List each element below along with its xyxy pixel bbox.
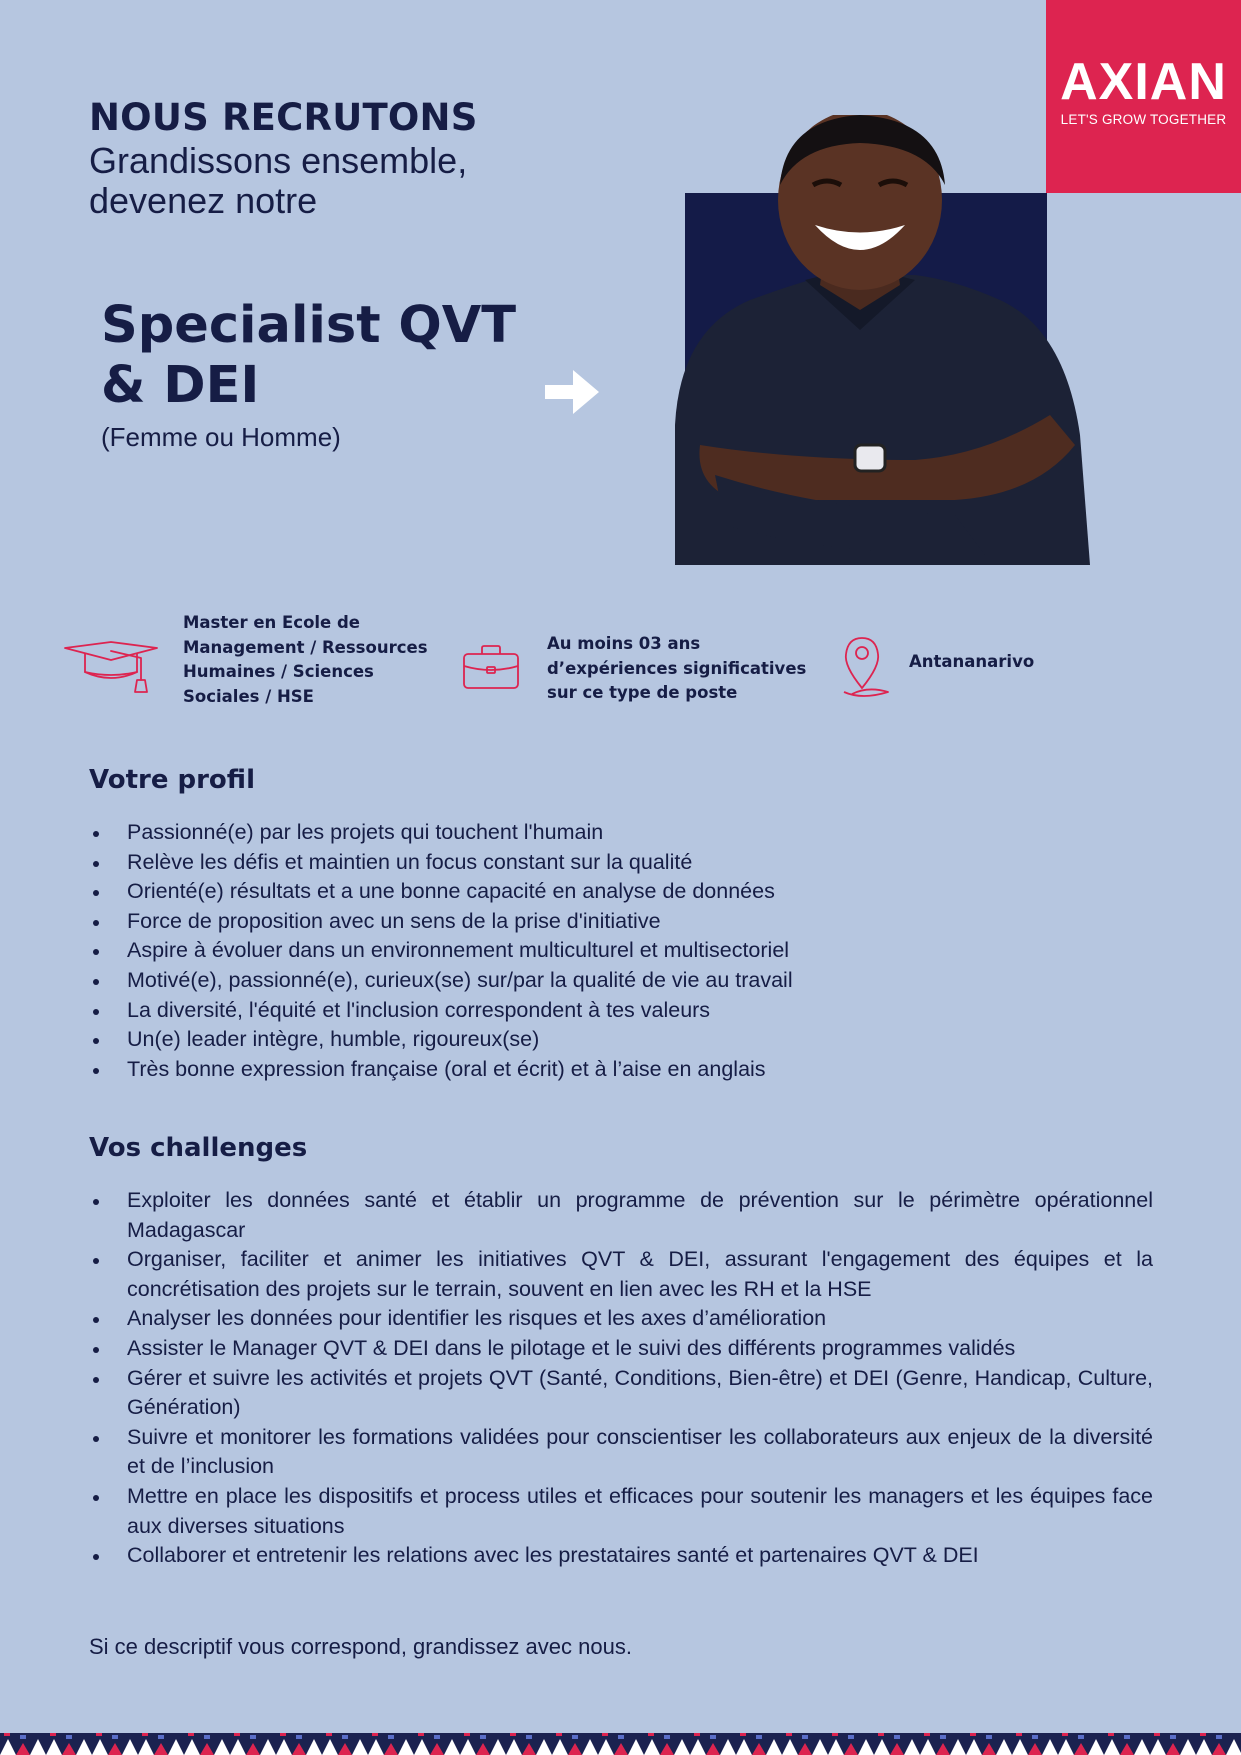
closing-statement: Si ce descriptif vous correspond, grandissez avec nous. [89, 1634, 632, 1659]
requirement-education [183, 611, 443, 709]
job-title-line: Specialist QVT [101, 296, 517, 355]
list-item: Suivre et monitorer les formations validées pour conscientiser les collaborateurs aux enjeux de la diversité et de l’inclusion [89, 1423, 1153, 1482]
list-item: Aspire à évoluer dans un environnement multiculturel et multisectoriel [89, 936, 1149, 966]
decorative-pattern-footer [0, 1733, 1241, 1755]
list-item: Collaborer et entretenir les relations avec les prestataires santé et partenaires QVT & DEI [89, 1541, 1153, 1571]
profile-section-title: Votre profil [89, 765, 255, 795]
list-item: La diversité, l'équité et l'inclusion correspondent à tes valeurs [89, 996, 1149, 1026]
list-item: Force de proposition avec un sens de la prise d'initiative [89, 907, 1149, 937]
list-item: Motivé(e), passionné(e), curieux(se) sur/par la qualité de vie au travail [89, 966, 1149, 996]
requirement-line: Au moins 03 ans [547, 634, 701, 653]
person-photo [655, 115, 1095, 565]
requirement-line: Sociales / HSE [183, 686, 314, 706]
requirement-location [909, 650, 1109, 675]
requirement-line: d’expériences significatives [547, 658, 807, 678]
list-item: Organiser, faciliter et animer les initiatives QVT & DEI, assurant l'engagement des équipes et la concrétisation des projets sur le terrain, souvent en lien avec les RH et la HSE [89, 1245, 1153, 1304]
requirement-line: Antananarivo [909, 652, 1035, 671]
list-item: Orienté(e) résultats et a une bonne capacité en analyse de données [89, 877, 1149, 907]
list-item: Un(e) leader intègre, humble, rigoureux(se) [89, 1025, 1149, 1055]
requirement-line: Master en Ecole de [183, 613, 360, 632]
job-gender-note: (Femme ou Homme) [101, 422, 341, 452]
list-item: Très bonne expression française (oral et écrit) et à l’aise en anglais [89, 1055, 1149, 1085]
briefcase-icon [462, 644, 520, 690]
logo-brand: AXIAN [1060, 53, 1227, 111]
subheading-line: Grandissons ensemble, [89, 140, 468, 181]
list-item: Analyser les données pour identifier les risques et les axes d’amélioration [89, 1304, 1153, 1334]
recruiting-heading: NOUS RECRUTONS [89, 96, 478, 139]
location-pin-icon [838, 636, 896, 702]
graduation-cap-icon [63, 640, 159, 696]
job-title [101, 296, 516, 416]
logo-tagline: LET'S GROW TOGETHER [1060, 112, 1227, 127]
challenges-list [89, 1186, 1153, 1571]
arrow-right-icon [543, 366, 603, 418]
recruiting-subheading [89, 141, 467, 221]
subheading-line: devenez notre [89, 180, 318, 221]
list-item: Gérer et suivre les activités et projets QVT (Santé, Conditions, Bien-être) et DEI (Genre, Handicap, Culture, Génération) [89, 1364, 1153, 1423]
requirement-experience [547, 632, 827, 706]
profile-list [89, 818, 1149, 1084]
requirement-line: Humaines / Sciences [183, 662, 374, 681]
list-item: Exploiter les données santé et établir un programme de prévention sur le périmètre opérationnel Madagascar [89, 1186, 1153, 1245]
list-item: Passionné(e) par les projets qui touchent l'humain [89, 818, 1149, 848]
list-item: Mettre en place les dispositifs et process utiles et efficaces pour soutenir les managers et les équipes face aux diverses situations [89, 1482, 1153, 1541]
challenges-section-title: Vos challenges [89, 1133, 308, 1163]
list-item: Assister le Manager QVT & DEI dans le pilotage et le suivi des différents programmes validés [89, 1334, 1153, 1364]
list-item: Relève les défis et maintien un focus constant sur la qualité [89, 848, 1149, 878]
requirement-line: sur ce type de poste [547, 683, 738, 702]
job-title-line: & DEI [101, 356, 260, 415]
requirement-line: Management / Ressources [183, 637, 428, 657]
